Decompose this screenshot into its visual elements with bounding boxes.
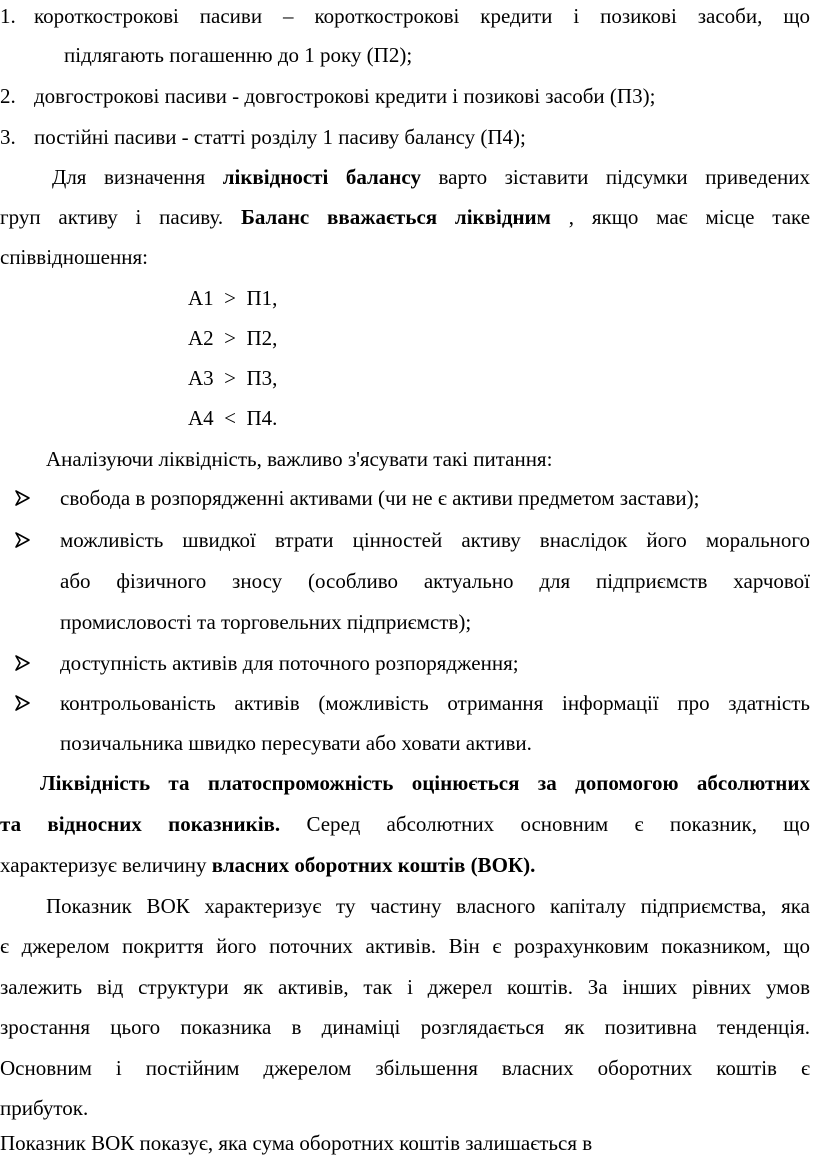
list-item-1-line-2: підлягають погашенню до 1 року (П2);: [64, 43, 413, 67]
formula-2: А2 > П2,: [188, 326, 278, 350]
para-vok-line-4: зростання цього показника в динаміці розглядається як позитивна тенденція.: [0, 1015, 810, 1039]
arrow-bullet-icon: [14, 527, 36, 553]
formula-1: А1 > П1,: [188, 286, 278, 310]
list-number-3: 3.: [0, 125, 16, 149]
para-liquidity-line-1: Для визначення ліквідності балансу варто зіставити підсумки приведених: [52, 165, 810, 189]
bullet-4-line-1: контрольованість активів (можливість отримання інформації про здатність: [60, 691, 810, 715]
bullet-2-line-2: або фізичного зносу (особливо актуально для підприємств харчової: [60, 569, 810, 593]
para-vok-line-5: Основним і постійним джерелом збільшення власних оборотних коштів є: [0, 1056, 810, 1080]
para-solvency-line-1: Ліквідність та платоспроможність оцінюється за допомогою абсолютних: [40, 771, 810, 795]
bullet-4-line-2: позичальника швидко пересувати або ховати активи.: [60, 731, 532, 755]
para-liquidity-line-3: співвідношення:: [0, 245, 148, 269]
list-item-1-line-1: короткострокові пасиви – короткострокові кредити і позикові засоби, що: [34, 4, 810, 28]
formula-3: А3 > П3,: [188, 366, 278, 390]
formula-4: А4 < П4.: [188, 406, 278, 430]
list-number-2: 2.: [0, 84, 16, 108]
para-vok-line-2: є джерелом покриття його поточних активів. Він є розрахунковим показником, що: [0, 934, 810, 958]
analysis-intro: Аналізуючи ліквідність, важливо з'ясувати такі питання:: [46, 447, 553, 471]
bullet-2-line-3: промисловості та торговельних підприємств);: [60, 610, 472, 634]
para-liquidity-line-2: груп активу і пасиву. Баланс вважається ліквідним , якщо має місце таке: [0, 205, 811, 229]
para-vok-line-6: прибуток.: [0, 1096, 89, 1120]
bullet-1: свобода в розпорядженні активами (чи не є активи предметом застави);: [60, 486, 700, 510]
arrow-bullet-icon: [14, 690, 36, 716]
list-number-1: 1.: [0, 4, 16, 28]
arrow-bullet-icon: [14, 485, 36, 511]
para-solvency-line-3: характеризує величину власних оборотних коштів (ВОК).: [0, 853, 536, 877]
para-vok-line-3: залежить від структури як активів, так і джерел коштів. За інших рівних умов: [0, 975, 810, 999]
arrow-bullet-icon: [14, 650, 36, 676]
para-last: Показник ВОК показує, яка сума оборотних коштів залишається в: [0, 1131, 593, 1155]
bullet-2-line-1: можливість швидкої втрати цінностей активу внаслідок його морального: [60, 528, 810, 552]
para-solvency-line-2: та відносних показників. Серед абсолютних основним є показник, що: [0, 812, 810, 836]
para-vok-line-1: Показник ВОК характеризує ту частину власного капіталу підприємства, яка: [46, 894, 810, 918]
bullet-3: доступність активів для поточного розпорядження;: [60, 651, 519, 675]
list-item-3: постійні пасиви - статті розділу 1 пасиву балансу (П4);: [34, 125, 526, 149]
list-item-2: довгострокові пасиви - довгострокові кредити і позикові засоби (П3);: [34, 84, 656, 108]
